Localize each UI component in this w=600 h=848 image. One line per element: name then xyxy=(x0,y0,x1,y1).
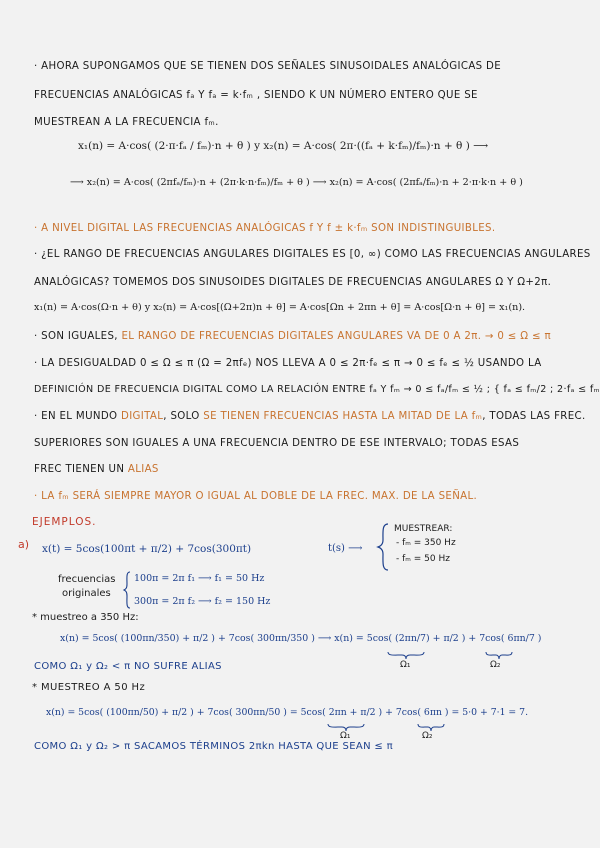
sampling-50-note: COMO Ω₁ y Ω₂ > π SACAMOS TÉRMINOS 2πkn HASTA QUE SEAN ≤ π xyxy=(34,741,394,752)
sampling-350-title: * muestreo a 350 Hz: xyxy=(32,612,139,623)
underbrace-icon xyxy=(484,650,514,660)
sampling-350-equation: x(n) = 5cos( (100πn/350) + π/2 ) + 7cos( 300πn/350 ) ⟶ x(n) = 5cos( (2πn/7) + π/2 ) + 7cos( 6πn/7 ) xyxy=(60,633,542,644)
omega-1-label: Ω₁ xyxy=(340,731,351,741)
text-line-orange: · LA fₘ SERÁ SIEMPRE MAYOR O IGUAL AL DOBLE DE LA FREC. MAX. DE LA SEÑAL. xyxy=(34,491,478,502)
frequency-f2: 300π = 2π f₂ ⟶ f₂ = 150 Hz xyxy=(134,596,271,607)
equation-periodicity: x₁(n) = A·cos(Ω·n + θ) y x₂(n) = A·cos[(Ω+2π)n + θ] = A·cos[Ωn + 2πn + θ] = A·cos[Ω·n + θ] = x₁(n). xyxy=(34,302,526,313)
text-line: ANALÓGICAS? TOMEMOS DOS SINUSOIDES DIGITALES DE FRECUENCIAS ANGULARES Ω Y Ω+2π. xyxy=(34,277,552,288)
text-span: · EN EL MUNDO xyxy=(34,411,118,422)
equation-x2-expanded: ⟶ x₂(n) = A·cos( (2πfₐ/fₘ)·n + (2π·k·n·fₘ)/fₘ + θ ) ⟶ x₂(n) = A·cos( (2πfₐ/fₘ)·n + 2·π·k·n + θ ) xyxy=(70,177,523,188)
equation-x1-x2: x₁(n) = A·cos( (2·π·fₐ / fₘ)·n + θ ) y x₂(n) = A·cos( 2π·((fₐ + k·fₘ)/fₘ)·n + θ ) ⟶ xyxy=(78,140,489,152)
muestrear-item: - fₘ = 50 Hz xyxy=(396,554,450,564)
text-line: FRECUENCIAS ANALÓGICAS fₐ Y fₐ = k·fₘ , SIENDO K UN NÚMERO ENTERO QUE SE xyxy=(34,90,478,101)
text-line: SUPERIORES SON IGUALES A UNA FRECUENCIA DENTRO DE ESE INTERVALO; TODAS ESAS xyxy=(34,438,520,449)
text-span: FREC TIENEN UN xyxy=(34,464,125,475)
sampling-50-equation: x(n) = 5cos( (100πn/50) + π/2 ) + 7cos( 300πn/50 ) = 5cos( 2πn + π/2 ) + 7cos( 6πn ) = 5·0 + 7·1 = 7. xyxy=(46,707,529,718)
time-label: t(s) ⟶ xyxy=(328,543,363,554)
sampling-350-note: COMO Ω₁ y Ω₂ < π NO SUFRE ALIAS xyxy=(34,661,222,672)
signal-equation: x(t) = 5cos(100πt + π/2) + 7cos(300πt) xyxy=(42,543,252,555)
text-line xyxy=(34,463,574,477)
text-line xyxy=(34,330,574,344)
muestrear-item: - fₘ = 350 Hz xyxy=(396,538,456,548)
text-span: , TODAS LAS FREC. xyxy=(482,411,586,422)
text-line: MUESTREAN A LA FRECUENCIA fₘ. xyxy=(34,117,219,128)
frequency-f1: 100π = 2π f₁ ⟶ f₁ = 50 Hz xyxy=(134,573,265,584)
omega-1-label: Ω₁ xyxy=(400,660,411,670)
omega-2-label: Ω₂ xyxy=(422,731,433,741)
curly-brace-icon xyxy=(122,570,132,610)
text-span-orange: ALIAS xyxy=(127,464,159,475)
sampling-50-title: * MUESTREO A 50 Hz xyxy=(32,682,146,693)
frequencies-label: originales xyxy=(62,588,111,599)
example-label: a) xyxy=(18,538,30,551)
text-line: · LA DESIGUALDAD 0 ≤ Ω ≤ π (Ω = 2πfₑ) NOS LLEVA A 0 ≤ 2π·fₑ ≤ π → 0 ≤ fₑ ≤ ½ USANDO LA xyxy=(34,358,542,369)
muestrear-title: MUESTREAR: xyxy=(394,524,453,534)
frequencies-label: frecuencias xyxy=(58,574,116,585)
text-span-orange: EL RANGO DE FRECUENCIAS DIGITALES ANGULARES VA DE 0 A 2π. → 0 ≤ Ω ≤ π xyxy=(121,331,551,342)
omega-2-label: Ω₂ xyxy=(490,660,501,670)
text-line-orange: · A NIVEL DIGITAL LAS FRECUENCIAS ANALÓGICAS f Y f ± k·fₘ SON INDISTINGUIBLES. xyxy=(34,223,496,234)
text-span-orange: DIGITAL xyxy=(121,411,164,422)
text-span-orange: SE TIENEN FRECUENCIAS HASTA LA MITAD DE LA fₘ xyxy=(203,411,483,422)
text-span: , SOLO xyxy=(163,411,200,422)
underbrace-icon xyxy=(386,650,426,660)
text-span: · SON IGUALES, xyxy=(34,331,118,342)
text-line: DEFINICIÓN DE FRECUENCIA DIGITAL COMO LA RELACIÓN ENTRE fₐ Y fₘ → 0 ≤ fₐ/fₘ ≤ ½ ; { fₐ ≤ fₘ/2 ; 2·fₐ ≤ fₘ xyxy=(34,384,600,395)
text-line: · ¿EL RANGO DE FRECUENCIAS ANGULARES DIGITALES ES [0, ∞) COMO LAS FRECUENCIAS ANGULARES xyxy=(34,249,591,260)
examples-heading: EJEMPLOS. xyxy=(32,516,97,528)
text-line: · AHORA SUPONGAMOS QUE SE TIENEN DOS SEÑALES SINUSOIDALES ANALÓGICAS DE xyxy=(34,61,502,72)
curly-brace-icon xyxy=(376,522,390,572)
text-line xyxy=(34,410,586,424)
